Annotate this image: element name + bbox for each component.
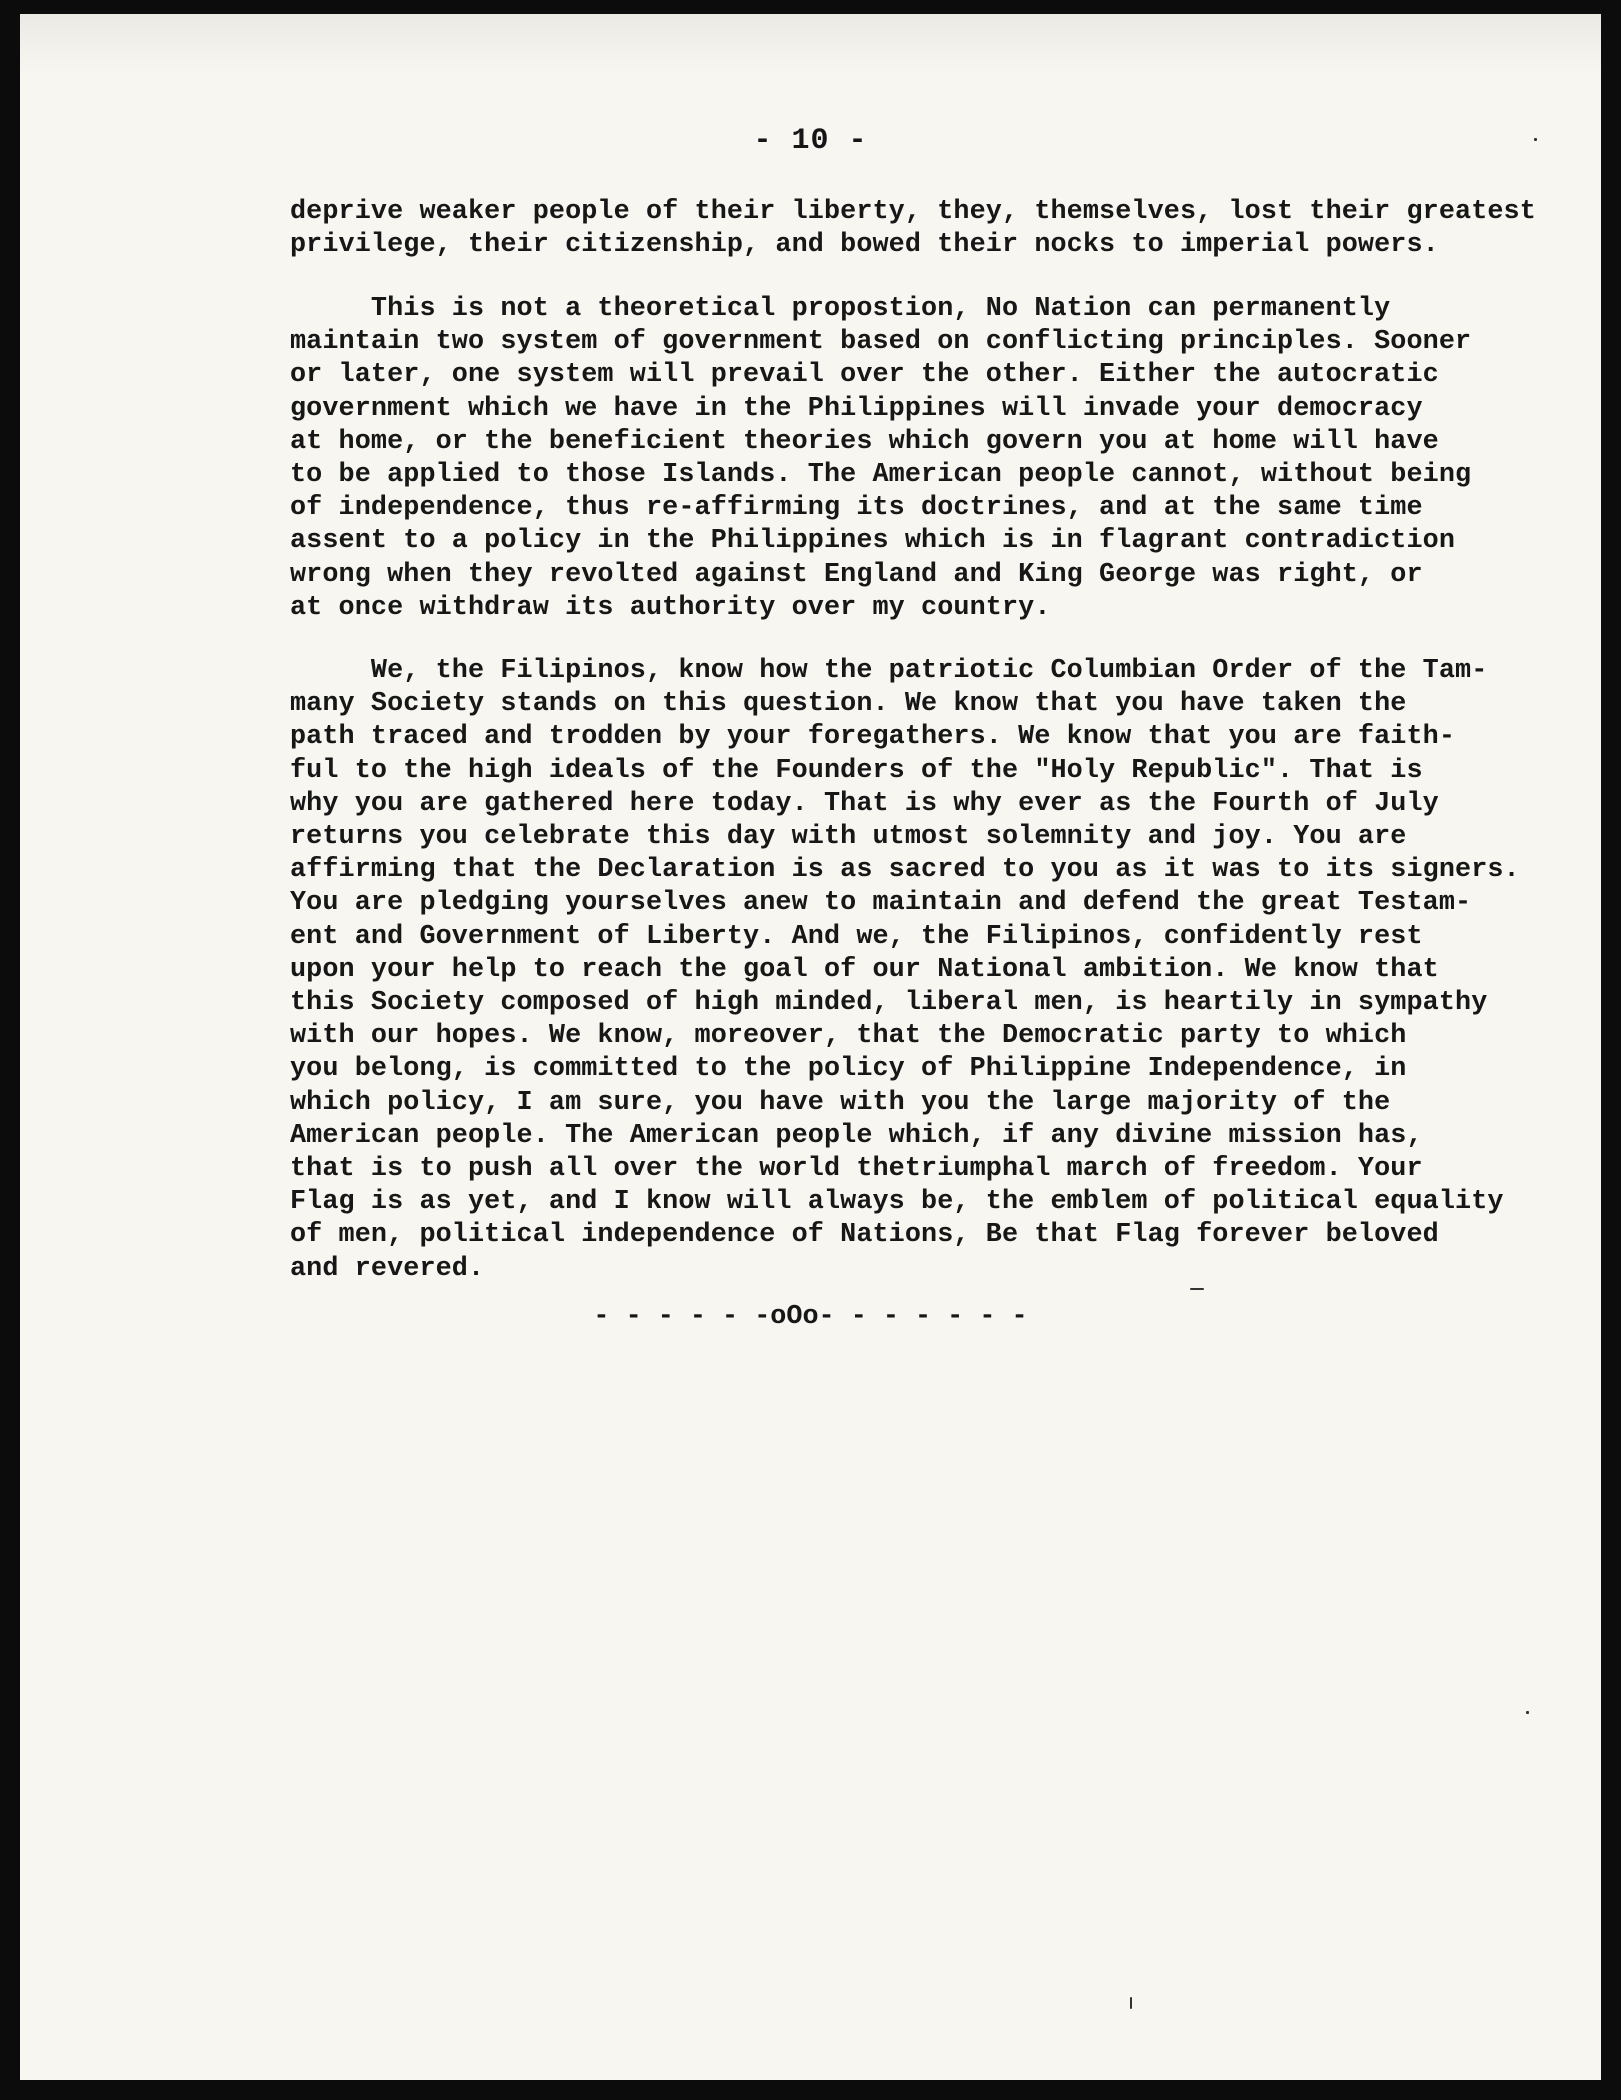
paragraph-3 (290, 655, 1580, 1286)
text-line: path traced and trodden by your foregathers. We know that you are faith- (290, 722, 1456, 753)
text-line: at once withdraw its authority over my country. (290, 592, 1051, 623)
text-line: at home, or the beneficient theories which govern you at home will have (290, 426, 1439, 457)
text-line: to be applied to those Islands. The American people cannot, without being (290, 460, 1472, 491)
text-line: affirming that the Declaration is as sacred to you as it was to its signers. (290, 855, 1520, 886)
text-line: government which we have in the Philippines will invade your democracy (290, 393, 1423, 424)
scan-mark (1190, 1288, 1204, 1290)
scan-mark (1130, 1997, 1132, 2009)
text-line: which policy, I am sure, you have with you the large majority of the (290, 1087, 1391, 1118)
scan-mark (1526, 1711, 1529, 1714)
text-line: or later, one system will prevail over the other. Either the autocratic (290, 360, 1439, 391)
text-line: returns you celebrate this day with utmost solemnity and joy. You are (290, 822, 1407, 853)
text-line: and revered. (290, 1253, 485, 1284)
text-line: American people. The American people which, if any divine mission has, (290, 1120, 1423, 1151)
text-line: this Society composed of high minded, liberal men, is heartily in sympathy (290, 988, 1488, 1019)
text-line: You are pledging yourselves anew to maintain and defend the great Testam- (290, 888, 1472, 919)
text-line: why you are gathered here today. That is why ever as the Fourth of July (290, 788, 1439, 819)
text-line: ent and Government of Liberty. And we, the Filipinos, confidently rest (290, 921, 1423, 952)
text-line: ful to the high ideals of the Founders of the "Holy Republic". That is (290, 755, 1423, 786)
text-line: wrong when they revolted against England and King George was right, or (290, 559, 1423, 590)
text-line: We, the Filipinos, know how the patriotic Columbian Order of the Tam- (290, 656, 1488, 686)
text-line: privilege, their citizenship, and bowed their nocks to imperial powers. (290, 230, 1439, 261)
text-line: deprive weaker people of their liberty, they, themselves, lost their greatest (290, 197, 1536, 227)
paragraph-1 (290, 196, 1580, 262)
text-line: of independence, thus re-affirming its doctrines, and at the same time (290, 493, 1423, 524)
text-line: you belong, is committed to the policy of Philippine Independence, in (290, 1054, 1407, 1085)
paragraph-2 (290, 293, 1580, 625)
text-line: of men, political independence of Nations, Be that Flag forever beloved (290, 1220, 1439, 1251)
page-number: - 10 - (753, 124, 868, 158)
text-line: many Society stands on this question. We know that you have taken the (290, 689, 1407, 720)
text-line: This is not a theoretical propostion, No Nation can permanently (290, 294, 1391, 324)
text-line: upon your help to reach the goal of our National ambition. We know that (290, 954, 1439, 985)
scan-mark (1534, 138, 1537, 141)
document-page (20, 14, 1601, 2080)
text-line: maintain two system of government based on conflicting principles. Sooner (290, 327, 1472, 358)
text-line: Flag is as yet, and I know will always be, the emblem of political equality (290, 1187, 1504, 1218)
section-divider: - - - - - -oOo- - - - - - - (593, 1302, 1028, 1332)
text-line: with our hopes. We know, moreover, that the Democratic party to which (290, 1021, 1407, 1052)
text-line: that is to push all over the world thetriumphal march of freedom. Your (290, 1154, 1423, 1185)
scan-noise (20, 14, 1601, 74)
text-line: assent to a policy in the Philippines which is in flagrant contradiction (290, 526, 1456, 557)
